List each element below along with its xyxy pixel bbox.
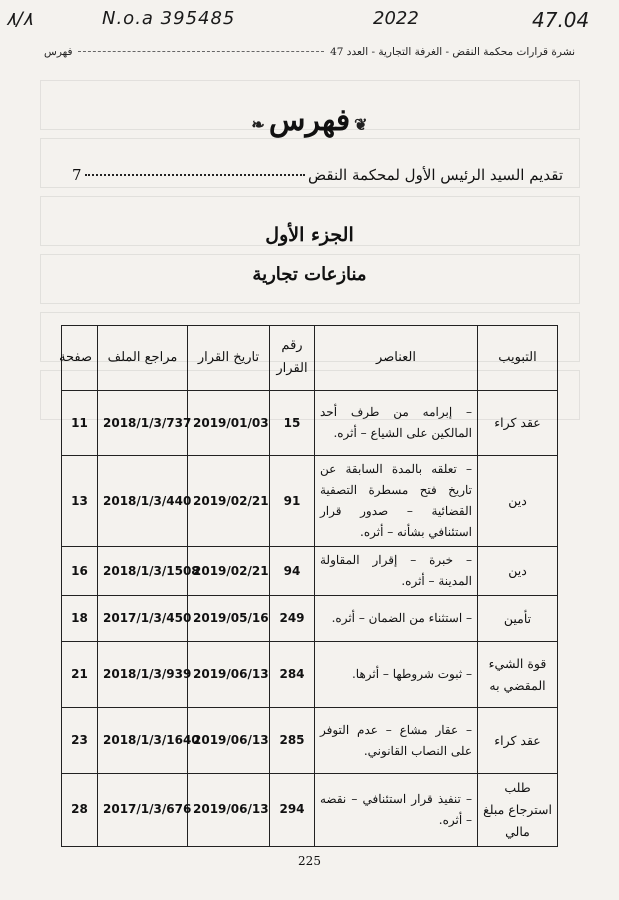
cell-decision-date: 2019/06/13 — [188, 774, 270, 847]
header-elements: العناصر — [315, 326, 478, 391]
running-header-section: فهرس — [44, 46, 73, 58]
intro-text: تقديم السيد الرئيس الأول لمحكمة النقض — [307, 166, 563, 184]
cell-elements: – إبرامه من طرف أحد المالكين على الشياع – أثره. — [315, 391, 478, 456]
header-divider — [78, 51, 324, 52]
cell-file-ref: 2017/1/3/450 — [98, 596, 188, 642]
cell-file-ref: 2018/1/3/939 — [98, 642, 188, 708]
cell-page: 18 — [62, 596, 98, 642]
cell-elements: – خبرة – إقرار المقاولة المدينة – أثره. — [315, 547, 478, 596]
cell-decision-date: 2019/01/03 — [188, 391, 270, 456]
table-row — [62, 596, 558, 642]
cell-file-ref: 2018/1/3/1508 — [98, 547, 188, 596]
ornament-right-icon: ❦ — [354, 115, 368, 134]
table-row — [62, 708, 558, 774]
cell-classification: عقد كراء — [478, 708, 558, 774]
table-row — [62, 642, 558, 708]
cell-decision-date: 2019/06/13 — [188, 642, 270, 708]
intro-entry — [72, 166, 563, 184]
table-row — [62, 774, 558, 847]
handwritten-reference: N.o.a 395485 — [102, 8, 236, 29]
page-number: 225 — [298, 854, 321, 868]
header-decision-no: رقم القرار — [270, 326, 315, 391]
header-page: صفحة — [62, 326, 98, 391]
handwritten-code: 47.04 — [532, 8, 590, 32]
header-file-ref: مراجع الملف — [98, 326, 188, 391]
cell-decision-no: 249 — [270, 596, 315, 642]
running-header-text: نشرة قرارات محكمة النقض - الغرفة التجارية - العدد 47 — [330, 46, 575, 58]
cell-file-ref: 2018/1/3/440 — [98, 456, 188, 547]
cell-decision-date: 2019/06/13 — [188, 708, 270, 774]
index-table — [61, 325, 558, 847]
cell-page: 23 — [62, 708, 98, 774]
table-row — [62, 547, 558, 596]
cell-classification: عقد كراء — [478, 391, 558, 456]
cell-page: 11 — [62, 391, 98, 456]
cell-page: 21 — [62, 642, 98, 708]
running-header — [44, 46, 575, 62]
cell-page: 13 — [62, 456, 98, 547]
cell-page: 16 — [62, 547, 98, 596]
cell-elements: – تعلقه بالمدة السابقة عن تاريخ فتح مسطرة التصفية القضائية – صدور قرار استئنافي بشأنه – أثره. — [315, 456, 478, 547]
page-title — [0, 103, 619, 138]
cell-decision-date: 2019/05/16 — [188, 596, 270, 642]
cell-page: 28 — [62, 774, 98, 847]
cell-decision-no: 285 — [270, 708, 315, 774]
handwritten-year: 2022 — [373, 8, 419, 29]
cell-classification: دين — [478, 547, 558, 596]
table-row — [62, 391, 558, 456]
cell-file-ref: 2018/1/3/737 — [98, 391, 188, 456]
cell-decision-date: 2019/02/21 — [188, 547, 270, 596]
cell-decision-no: 91 — [270, 456, 315, 547]
cell-file-ref: 2017/1/3/676 — [98, 774, 188, 847]
cell-decision-no: 284 — [270, 642, 315, 708]
cell-classification: تأمين — [478, 596, 558, 642]
cell-decision-no: 94 — [270, 547, 315, 596]
cell-elements: – عقار مشاع – عدم التوفر على النصاب القانوني. — [315, 708, 478, 774]
table-header-row — [62, 326, 558, 391]
cell-classification: قوة الشيء المقضي به — [478, 642, 558, 708]
part-subtitle: منازعات تجارية — [252, 264, 367, 285]
cell-classification: طلب استرجاع مبلغ مالي — [478, 774, 558, 847]
leader-dots — [85, 174, 305, 176]
intro-page: 7 — [72, 166, 82, 184]
ornament-left-icon: ❧ — [251, 115, 265, 134]
cell-elements: – ثبوت شروطها – أثرها. — [315, 642, 478, 708]
cell-decision-no: 15 — [270, 391, 315, 456]
cell-decision-no: 294 — [270, 774, 315, 847]
cell-decision-date: 2019/02/21 — [188, 456, 270, 547]
header-decision-date: تاريخ القرار — [188, 326, 270, 391]
cell-file-ref: 2018/1/3/1640 — [98, 708, 188, 774]
cell-classification: دين — [478, 456, 558, 547]
cell-elements: – تنفيذ قرار استئنافي – نقضه – أثره. — [315, 774, 478, 847]
page-title-text: فهرس — [268, 103, 351, 138]
table-row — [62, 456, 558, 547]
cell-elements: – استثناء من الضمان – أثره. — [315, 596, 478, 642]
header-classification: التبويب — [478, 326, 558, 391]
part-title: الجزء الأول — [265, 224, 354, 246]
handwritten-mark-left: ٨/٨ — [6, 8, 33, 30]
